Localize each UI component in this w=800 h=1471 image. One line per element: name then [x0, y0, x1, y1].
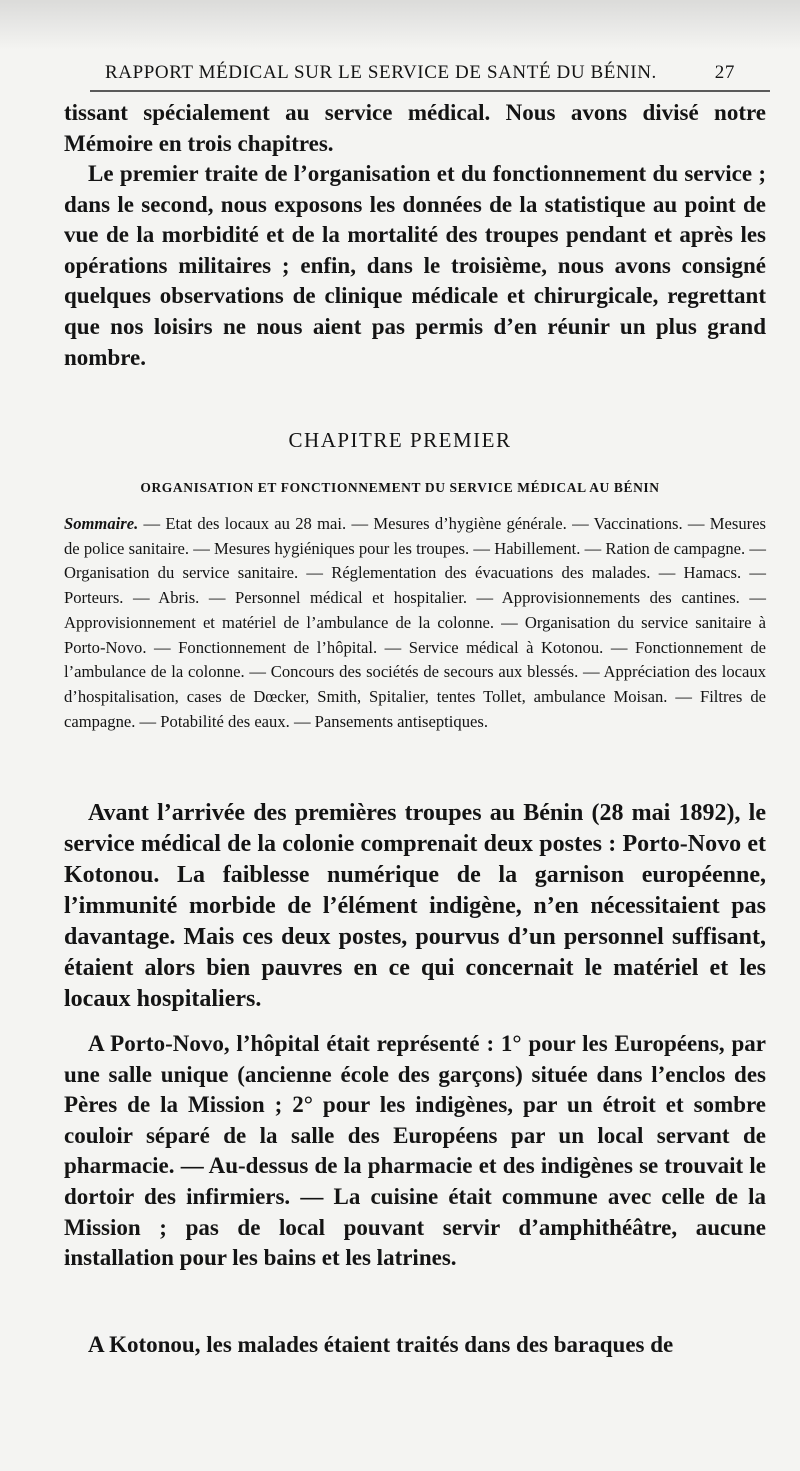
page-edge-shadow	[0, 0, 800, 50]
summary-label: Sommaire.	[64, 514, 139, 533]
paragraph-kotonou: A Kotonou, les malades étaient traités dans des baraques de	[88, 1332, 674, 1357]
summary-text: — Etat des locaux au 28 mai. — Mesures d’hygiène générale. — Vaccinations. — Mesures de police sanitaire. — Mesures hygiéniques pour les troupes. — Habillement. — Ration de campagne. — Organisation du service sanitaire. — Réglementation des évacuations des malades. — Hamacs. — Porteurs. — Abris. — Personnel médical et hospitalier. — Approvisionnements des cantines. — Approvisionnement et matériel de l’ambulance de la colonne. — Organisation du service sanitaire à Porto-Novo. — Fonctionnement de l’hôpital. — Service médical à Kotonou. — Fonctionnement de l’ambulance de la colonne. — Concours des sociétés de secours aux blessés. — Appréciation des locaux d’hospitalisation, cases de Dœcker, Smith, Spitalier, tentes Tollet, ambulance Moisan. — Filtres de campagne. — Potabilité des eaux. — Pansements antiseptiques.	[64, 514, 766, 731]
running-head-title: RAPPORT MÉDICAL SUR LE SERVICE DE SANTÉ DU BÉNIN.	[105, 62, 657, 83]
paragraph-porto-novo-hospital: A Porto-Novo, l’hôpital était représenté : 1° pour les Européens, par une salle unique (ancienne école des garçons) située dans l’enclos des Pères de la Mission ; 2° pour les indigènes, par un étroit et sombre couloir séparé de la salle des Européens par un local servant de pharmacie. — Au-dessus de la pharmacie et des indigènes se trouvait le dortoir des infirmiers. — La cuisine était commune avec celle de la Mission ; pas de local pouvant servir d’amphithéâtre, aucune installation pour les bains et les latrines.	[64, 1031, 766, 1271]
chapter-heading: CHAPITRE PREMIER	[288, 428, 512, 452]
header-rule	[90, 90, 770, 92]
page-number: 27	[714, 62, 735, 83]
chapter-summary	[64, 512, 766, 734]
paragraph-chapters-overview: Le premier traite de l’organisation et du fonctionnement du service ; dans le second, nous exposons les données de la statistique au point de vue de la morbidité et de la mortalité des troupes pendant et après les opérations militaires ; enfin, dans le troisième, nous avons consigné quelques observations de clinique médicale et chirurgicale, regrettant que nos loisirs ne nous aient pas permis d’en réunir un plus grand nombre.	[64, 161, 766, 370]
paragraph-intro-continuation: tissant spécialement au service médical. Nous avons divisé notre Mémoire en trois chapitres.	[64, 100, 766, 156]
section-heading: ORGANISATION ET FONCTIONNEMENT DU SERVICE MÉDICAL AU BÉNIN	[140, 480, 660, 495]
paragraph-before-arrival: Avant l’arrivée des premières troupes au Bénin (28 mai 1892), le service médical de la colonie comprenait deux postes : Porto-Novo et Kotonou. La faiblesse numérique de la garnison européenne, l’immunité morbide de l’élément indigène, n’en nécessitaient pas davantage. Mais ces deux postes, pourvus d’un personnel suffisant, étaient alors bien pauvres en ce qui concernait le matériel et les locaux hospitaliers.	[64, 800, 766, 1012]
